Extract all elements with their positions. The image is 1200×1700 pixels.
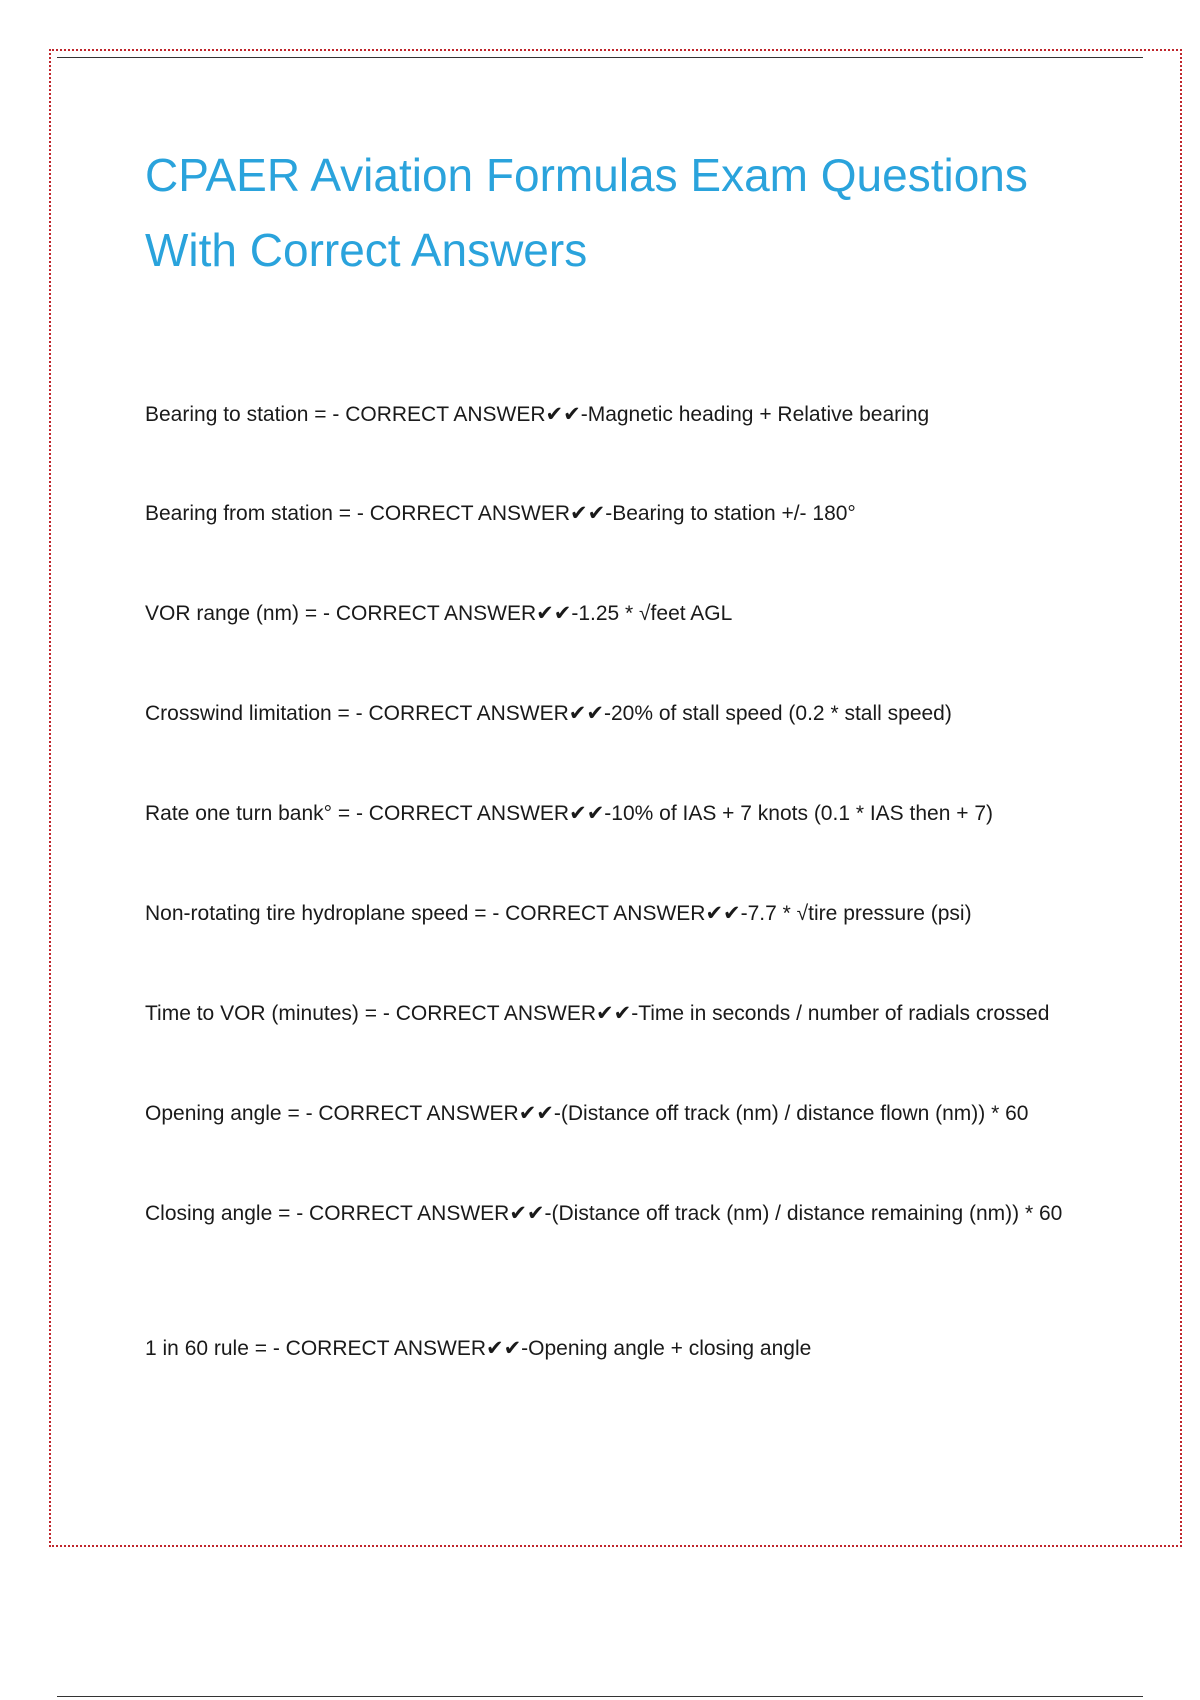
qa-item — [145, 996, 1095, 1031]
answer-marker: - CORRECT ANSWER✔✔- — [492, 902, 748, 925]
answer-marker: - CORRECT ANSWER✔✔- — [332, 403, 588, 426]
answer-text: Opening angle + closing angle — [528, 1337, 812, 1360]
answer-marker: - CORRECT ANSWER✔✔- — [272, 1337, 529, 1360]
question-text: Time to VOR (minutes) = — [145, 1002, 378, 1025]
qa-item — [145, 496, 1095, 531]
question-text: Closing angle = — [145, 1202, 291, 1225]
answer-text: Magnetic heading + Relative bearing — [587, 403, 930, 426]
answer-marker: - CORRECT ANSWER✔✔- — [323, 602, 579, 625]
answer-marker: - CORRECT ANSWER✔✔- — [305, 1102, 561, 1125]
qa-item — [145, 596, 1095, 631]
question-text: 1 in 60 rule = — [145, 1337, 268, 1360]
qa-item — [145, 1331, 1095, 1366]
question-text: Bearing to station = — [145, 403, 327, 426]
qa-item — [145, 397, 1095, 432]
page-title-line-2: With Correct Answers — [145, 224, 588, 276]
answer-text: Time in seconds / number of radials crossed — [638, 1002, 1050, 1025]
qa-item — [145, 696, 1095, 731]
page-title — [145, 138, 1105, 288]
qa-item — [145, 1196, 1095, 1231]
bottom-rule — [57, 1696, 1143, 1697]
question-text: Opening angle = — [145, 1102, 300, 1125]
page-title-line-1: CPAER Aviation Formulas Exam Questions — [145, 149, 1028, 201]
question-text: VOR range (nm) = — [145, 602, 318, 625]
answer-text: (Distance off track (nm) / distance remaining (nm)) * 60 — [551, 1202, 1063, 1225]
qa-item — [145, 1096, 1095, 1131]
answer-marker: - CORRECT ANSWER✔✔- — [355, 802, 612, 825]
question-text: Rate one turn bank° = — [145, 802, 351, 825]
answer-text: 20% of stall speed (0.2 * stall speed) — [610, 702, 952, 725]
answer-text: 7.7 * √tire pressure (psi) — [747, 902, 972, 925]
answer-text: 1.25 * √feet AGL — [578, 602, 733, 625]
answer-marker: - CORRECT ANSWER✔✔- — [296, 1202, 552, 1225]
qa-item — [145, 796, 1095, 831]
answer-text: (Distance off track (nm) / distance flown (nm)) * 60 — [560, 1102, 1029, 1125]
answer-marker: - CORRECT ANSWER✔✔- — [355, 702, 611, 725]
answer-marker: - CORRECT ANSWER✔✔- — [356, 502, 613, 525]
answer-marker: - CORRECT ANSWER✔✔- — [382, 1002, 639, 1025]
qa-item — [145, 896, 1095, 931]
question-text: Non-rotating tire hydroplane speed = — [145, 902, 487, 925]
top-rule — [57, 57, 1143, 58]
answer-text: 10% of IAS + 7 knots (0.1 * IAS then + 7) — [611, 802, 994, 825]
question-text: Crosswind limitation = — [145, 702, 350, 725]
question-text: Bearing from station = — [145, 502, 352, 525]
answer-text: Bearing to station +/- 180° — [612, 502, 856, 525]
